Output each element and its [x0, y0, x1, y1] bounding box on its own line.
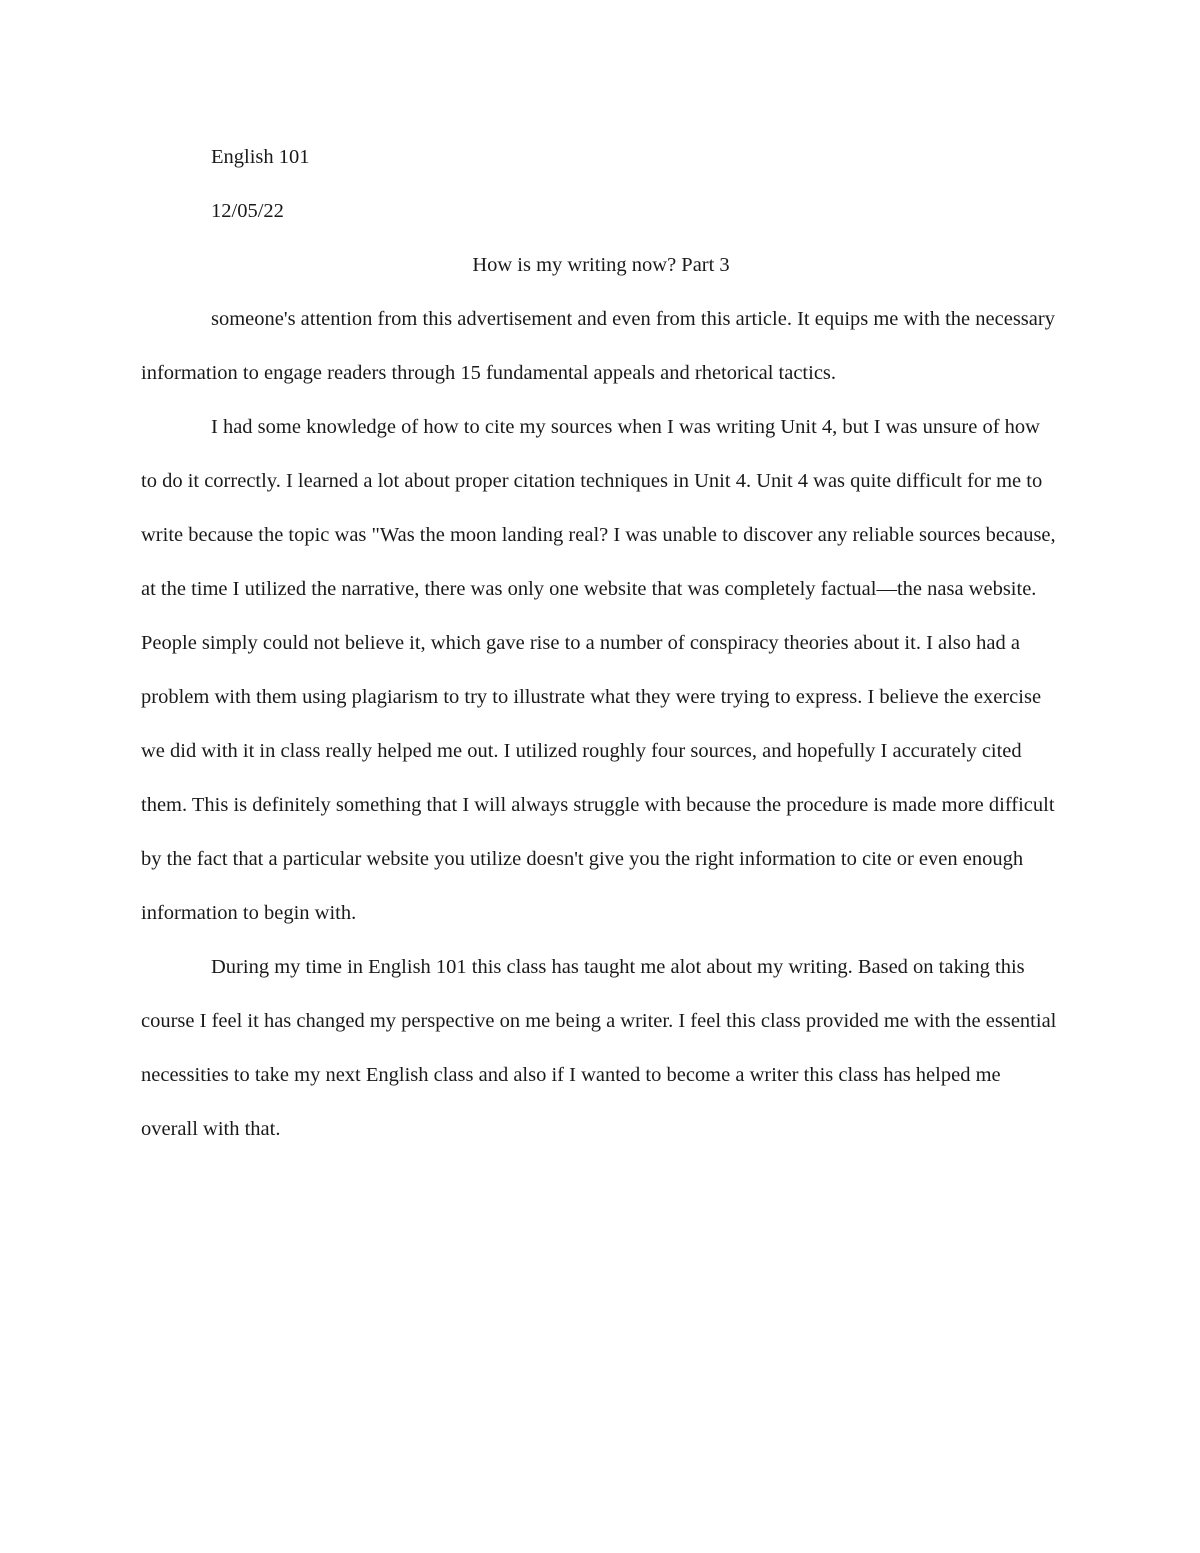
course-name: English 101 [211, 146, 310, 168]
paragraph-2: I had some knowledge of how to cite my sources when I was writing Unit 4, but I was unsure of how to do it correctly. I learned a lot about proper citation techniques in Unit 4. Unit 4 was quite difficult for me to write because the topic was "Was the moon landing real? I was unable to discover any reliable sources because, at the time I utilized the narrative, there was only one website that was completely factual—the nasa website. People simply could not believe it, which gave rise to a number of conspiracy theories about it. I also had a problem with them using plagiarism to try to illustrate what they were trying to express. I believe the exercise we did with it in class really helped me out. I utilized roughly four sources, and hopefully I accurately cited them. This is definitely something that I will always struggle with because the procedure is made more difficult by the fact that a particular website you utilize doesn't give you the right information to cite or even enough information to begin with. [141, 416, 1056, 924]
document-title: How is my writing now? Part 3 [472, 254, 730, 276]
paragraph-3: During my time in English 101 this class has taught me alot about my writing. Based on taking this course I feel it has changed my perspective on me being a writer. I feel this class provided me with the essential necessities to take my next English class and also if I wanted to become a writer this class has helped me overall with that. [141, 956, 1057, 1140]
paragraph-1: someone's attention from this advertisement and even from this article. It equips me with the necessary information to engage readers through 15 fundamental appeals and rhetorical tactics. [141, 308, 1055, 384]
document-body [141, 130, 1061, 1156]
document-date: 12/05/22 [211, 200, 284, 222]
